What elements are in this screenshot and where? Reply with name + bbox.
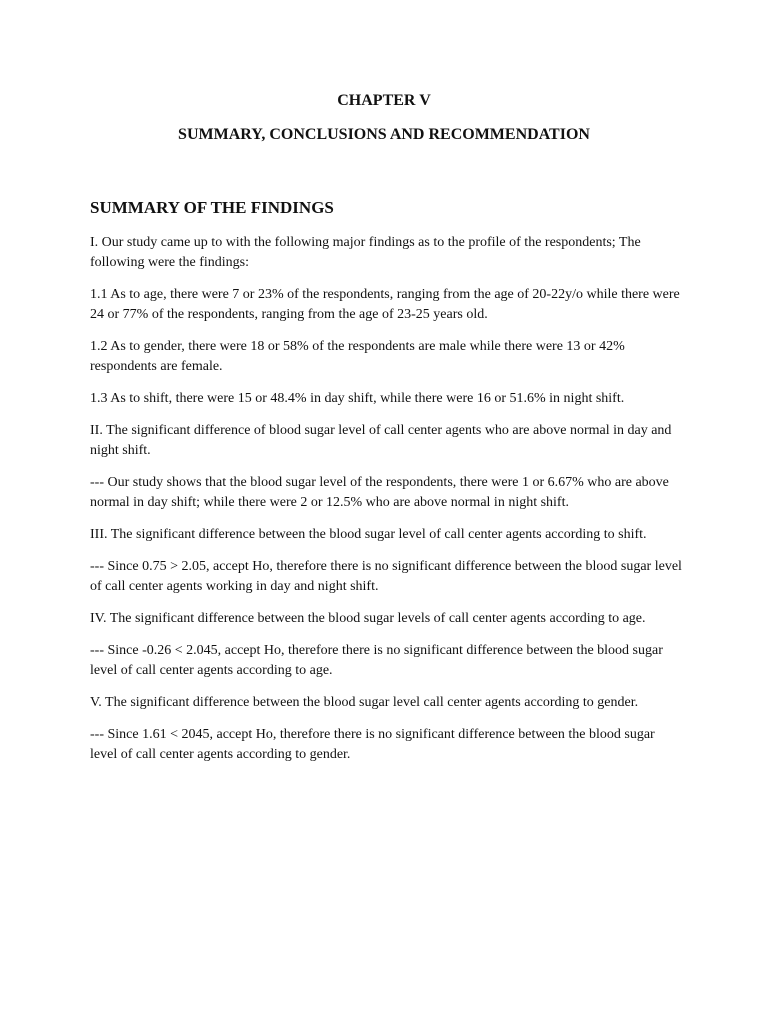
paragraph-finding-iii: III. The significant difference between the blood sugar level of call center agents according to shift. (90, 527, 647, 542)
document-body (90, 233, 685, 777)
section-heading: SUMMARY OF THE FINDINGS (90, 198, 334, 217)
paragraph-shift-finding: 1.3 As to shift, there were 15 or 48.4% in day shift, while there were 16 or 51.6% in night shift. (90, 391, 625, 406)
paragraph-finding-ii-detail: --- Our study shows that the blood sugar level of the respondents, there were 1 or 6.67% who are above normal in day shift; while there were 2 or 12.5% who are above normal in night shift. (90, 475, 669, 510)
paragraph-finding-v: V. The significant difference between the blood sugar level call center agents according to gender. (90, 695, 639, 710)
paragraph-gender-finding: 1.2 As to gender, there were 18 or 58% of the respondents are male while there were 13 or 42% respondents are female. (90, 339, 625, 374)
paragraph-finding-v-detail: --- Since 1.61 < 2045, accept Ho, therefore there is no significant difference between the blood sugar level of call center agents according to gender. (90, 727, 655, 762)
paragraph-profile-intro: I. Our study came up to with the following major findings as to the profile of the respondents; The following were the findings: (90, 235, 641, 270)
paragraph-finding-iv-detail: --- Since -0.26 < 2.045, accept Ho, therefore there is no significant difference between the blood sugar level of call center agents according to age. (90, 643, 663, 678)
paragraph-age-finding: 1.1 As to age, there were 7 or 23% of the respondents, ranging from the age of 20-22y/o while there were 24 or 77% of the respondents, ranging from the age of 23-25 years old. (90, 287, 680, 322)
paragraph-finding-iii-detail: --- Since 0.75 > 2.05, accept Ho, therefore there is no significant difference between the blood sugar level of call center agents working in day and night shift. (90, 559, 682, 594)
chapter-title: CHAPTER V (337, 92, 431, 109)
chapter-subtitle: SUMMARY, CONCLUSIONS AND RECOMMENDATION (178, 126, 590, 143)
paragraph-finding-iv: IV. The significant difference between the blood sugar levels of call center agents according to age. (90, 611, 646, 626)
paragraph-finding-ii: II. The significant difference of blood sugar level of call center agents who are above normal in day and night shift. (90, 423, 672, 458)
